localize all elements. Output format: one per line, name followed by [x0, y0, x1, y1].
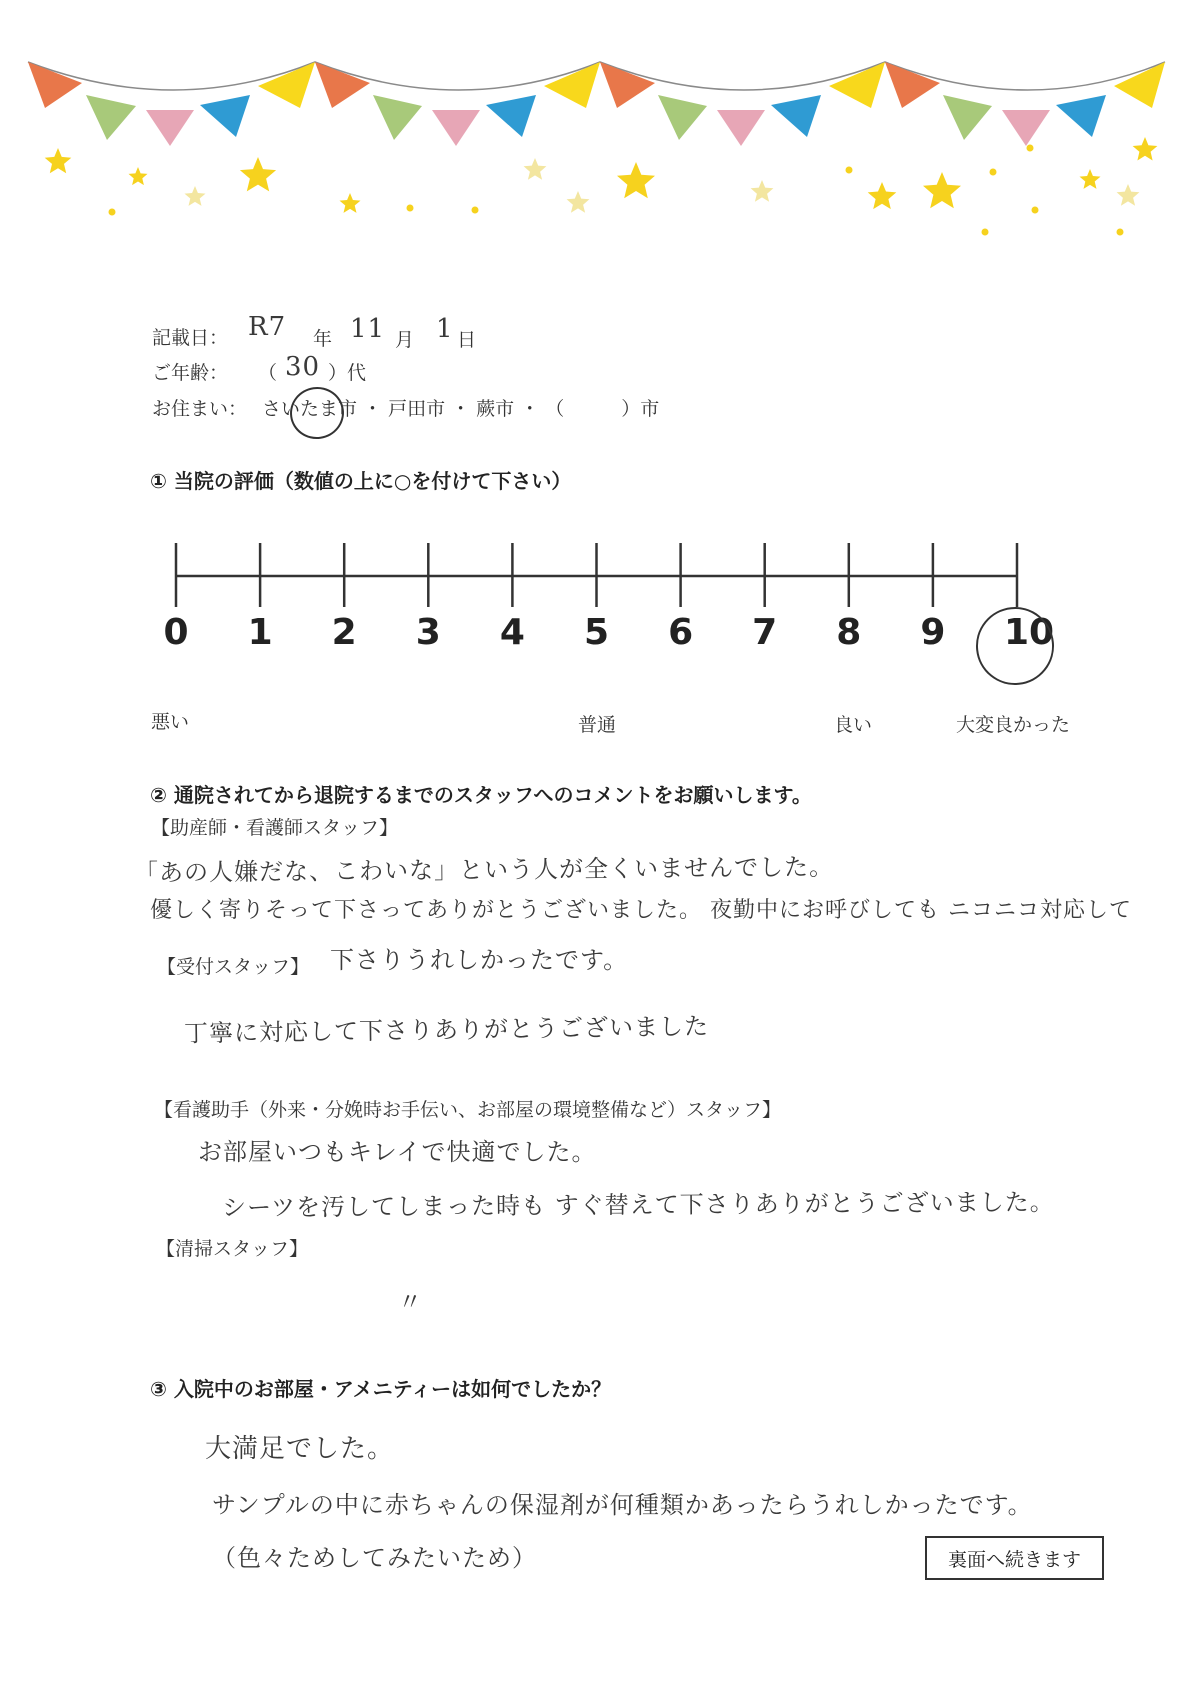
section3-comment-line1: 大満足でした。 — [205, 1434, 395, 1464]
section3-comment-line3: （色々ためしてみたいため） — [212, 1544, 537, 1572]
reception-staff-label: 【受付スタッフ】 — [157, 956, 310, 978]
scale-number-5: 5 — [583, 612, 610, 653]
scale-number-7: 7 — [752, 612, 778, 653]
month-label: 月 — [395, 329, 415, 351]
age-label: ご年齢： — [152, 362, 229, 384]
cleaning-comment-line1: 〃 — [398, 1288, 423, 1316]
scale-number-1: 1 — [247, 612, 273, 653]
scale-word-good: 良い — [834, 714, 873, 736]
reception-comment-line1: 丁寧に対応して下さりありがとうございました — [183, 1012, 710, 1048]
address-options: さいたま市 ・ 戸田市 ・ 蕨市 ・ （ ）市 — [262, 398, 660, 420]
section2-title: ② 通院されてから退院するまでのスタッフへのコメントをお願いします。 — [150, 783, 812, 807]
midwife-comment-line2: 優しく寄りそって下さってありがとうございました。 夜勤中にお呼びしても ニコニコ対応して — [150, 898, 1132, 923]
scale-number-10: 10 — [1004, 612, 1055, 653]
age-open-paren: （ — [258, 362, 278, 384]
assistant-comment-line1: お部屋いつもキレイで快適でした。 — [198, 1138, 597, 1166]
section1-title: ① 当院の評価（数値の上に○を付けて下さい） — [150, 469, 572, 493]
day-label: 日 — [457, 329, 477, 351]
midwife-comment-line3: 下さりうれしかったです。 — [330, 946, 629, 974]
scale-word-normal: 普通 — [578, 714, 617, 736]
scale-word-bad: 悪い — [151, 711, 190, 733]
age-close-paren: ）代 — [328, 362, 367, 384]
scale-number-9: 9 — [920, 612, 946, 653]
date-label: 記載日： — [152, 327, 229, 349]
assistant-staff-label: 【看護助手（外来・分娩時お手伝い、お部屋の環境整備など）スタッフ】 — [154, 1099, 782, 1121]
scale-word-very-good: 大変良かった — [956, 714, 1071, 736]
date-era-value: R7 — [248, 312, 287, 342]
rating-scale-line — [0, 0, 1191, 660]
midwife-staff-label: 【助産師・看護師スタッフ】 — [151, 817, 399, 839]
age-value: 30 — [285, 352, 321, 382]
section3-comment-line2: サンプルの中に赤ちゃんの保湿剤が何種類かあったらうれしかったです。 — [212, 1491, 1033, 1519]
address-label: お住まい： — [152, 398, 248, 420]
assistant-comment-line2: シーツを汚してしまった時も すぐ替えて下さりありがとうございました。 — [221, 1188, 1055, 1222]
section3-title: ③ 入院中のお部屋・アメニティーは如何でしたか？ — [150, 1377, 612, 1401]
midwife-comment-line1: 「あの人嫌だな、こわいな」という人が全くいませんでした。 — [133, 852, 835, 888]
cleaning-staff-label: 【清掃スタッフ】 — [156, 1238, 309, 1260]
month-value: 11 — [350, 314, 386, 344]
scale-number-4: 4 — [499, 612, 525, 653]
scale-number-6: 6 — [668, 612, 694, 653]
year-label: 年 — [313, 328, 333, 350]
scale-number-3: 3 — [415, 612, 441, 653]
day-value: 1 — [436, 314, 454, 344]
scale-number-0: 0 — [163, 612, 189, 653]
scale-number-8: 8 — [836, 612, 862, 653]
continue-on-back-box: 裏面へ続きます — [925, 1536, 1104, 1580]
scale-number-2: 2 — [331, 612, 357, 653]
